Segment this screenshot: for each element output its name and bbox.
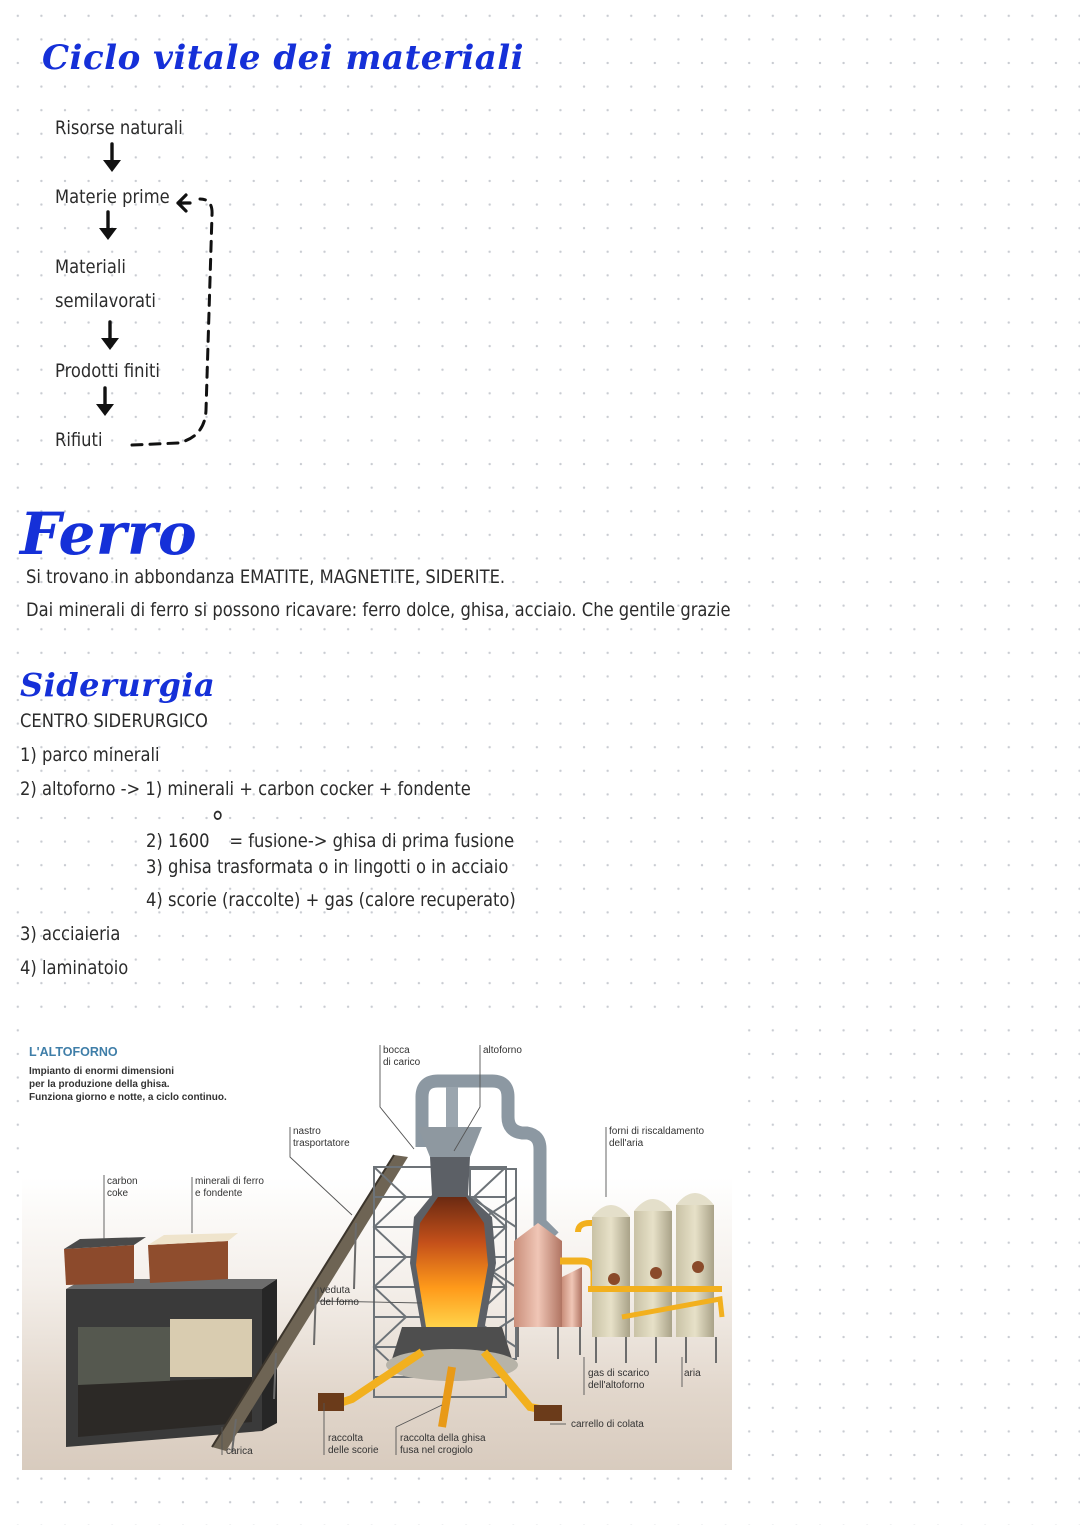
siderurgia-item-3: 3) acciaieria: [20, 923, 121, 945]
label-nastro-trasportatore: [293, 1126, 350, 1150]
label-line: carbon: [107, 1176, 138, 1187]
siderurgia-sub-3: 3) ghisa trasformata o in lingotti o in acciaio: [146, 856, 509, 878]
cycle-step-rifiuti: Rifiuti: [55, 429, 103, 451]
label-line: raccolta: [328, 1433, 364, 1444]
label-line: del forno: [320, 1297, 359, 1308]
label-line: e fondente: [195, 1188, 243, 1199]
arrow-down-icon: [93, 386, 117, 420]
siderurgia-heading: CENTRO SIDERURGICO: [20, 710, 208, 732]
label-line: dell'aria: [609, 1138, 644, 1149]
figure-subtitle-line: Funziona giorno e notte, a ciclo continuo.: [29, 1092, 227, 1103]
label-line: di carico: [383, 1057, 421, 1068]
cycle-step-risorse: Risorse naturali: [55, 117, 183, 139]
label-line: raccolta della ghisa: [400, 1433, 486, 1444]
label-line: dell'altoforno: [588, 1380, 645, 1391]
label-minerali-fondente: [195, 1176, 264, 1200]
hot-stoves: [588, 1193, 722, 1363]
siderurgia-sub-2: [146, 806, 515, 855]
label-line: delle scorie: [328, 1445, 379, 1456]
label-gas-scarico: [588, 1368, 649, 1392]
figure-subtitle: [29, 1065, 227, 1104]
cycle-step-materie-prime: Materie prime: [55, 186, 170, 208]
sub2-text: 2) 1600: [146, 830, 210, 852]
label-aria: aria: [684, 1368, 701, 1379]
label-carica: carica: [226, 1446, 253, 1457]
recycle-loop-arrow-icon: [120, 185, 230, 455]
ferro-line-1: Si trovano in abbondanza EMATITE, MAGNETITE, SIDERITE.: [26, 566, 506, 588]
figure-title: L'ALTOFORNO: [29, 1045, 118, 1059]
label-carrello-colata: carrello di colata: [571, 1419, 644, 1430]
figure-subtitle-line: per la produzione della ghisa.: [29, 1079, 170, 1090]
cycle-step-prodotti-finiti: Prodotti finiti: [55, 360, 160, 382]
altoforno-figure: [22, 1027, 732, 1470]
arrow-down-icon: [98, 320, 122, 354]
label-line: forni di riscaldamento: [609, 1126, 705, 1137]
siderurgia-item-1: 1) parco minerali: [20, 744, 160, 766]
label-line: bocca: [383, 1045, 410, 1056]
label-line: minerali di ferro: [195, 1176, 264, 1187]
label-raccolta-scorie: [328, 1433, 379, 1457]
cycle-step-semilavorati: semilavorati: [55, 290, 156, 312]
siderurgia-item-4: 4) laminatoio: [20, 957, 129, 979]
label-forni-riscaldamento: [609, 1126, 704, 1150]
arrow-down-icon: [100, 142, 124, 176]
ferro-title: Ferro: [20, 500, 198, 568]
figure-subtitle-line: Impianto di enormi dimensioni: [29, 1066, 175, 1077]
siderurgia-title: Siderurgia: [20, 666, 216, 704]
label-line: trasportatore: [293, 1138, 350, 1149]
cycle-step-materiali: Materiali: [55, 256, 126, 278]
label-carbon-coke: [107, 1176, 138, 1200]
ferro-line-2: Dai minerali di ferro si possono ricavare: ferro dolce, ghisa, acciaio. Che gentile grazie: [26, 599, 731, 621]
label-line: coke: [107, 1188, 129, 1199]
arrow-down-icon: [96, 210, 120, 244]
label-veduta-forno: [320, 1285, 359, 1309]
label-raccolta-ghisa: [400, 1433, 486, 1457]
sub2-text-post: = fusione-> ghisa di prima fusione: [224, 830, 515, 852]
siderurgia-sub-4: 4) scorie (raccolte) + gas (calore recuperato): [146, 889, 516, 911]
label-line: nastro: [293, 1126, 321, 1137]
label-line: veduta: [320, 1285, 351, 1296]
label-altoforno: altoforno: [483, 1045, 522, 1056]
cycle-title: Ciclo vitale dei materiali: [42, 38, 525, 78]
label-bocca-di-carico: [383, 1045, 420, 1069]
degree-symbol: °: [211, 806, 225, 841]
label-line: fusa nel crogiolo: [400, 1445, 473, 1456]
label-line: gas di scarico: [588, 1368, 650, 1379]
siderurgia-item-2: 2) altoforno -> 1) minerali + carbon cocker + fondente: [20, 778, 471, 800]
